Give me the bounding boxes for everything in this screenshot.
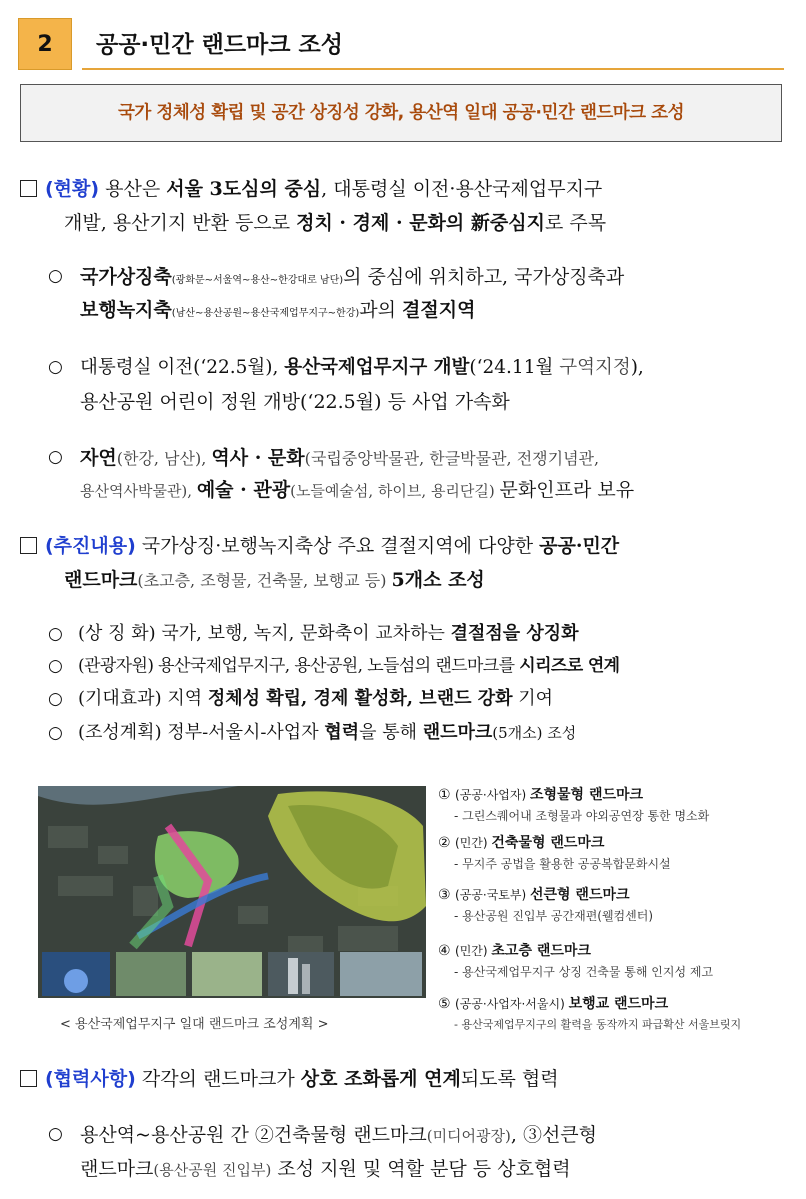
figure-caption: < 용산국제업무지구 일대 랜드마크 조성계획 >	[60, 1017, 329, 1032]
checkbox-square-icon	[20, 537, 37, 554]
coop-bullet-line-2: 랜드마크(용산공원 진입부) 조성 지원 및 역할 분담 등 상호협력	[80, 1158, 571, 1180]
plan-item-3: (기대효과) 지역 정체성 확립, 경제 활성화, 브랜드 강화 기여	[78, 688, 554, 709]
bullet-circle-icon: ○	[48, 723, 63, 743]
legend-item: ④ (민간) 초고층 랜드마크 - 용산국제업무지구 상징 건축물 통해 인지성 제고	[438, 943, 714, 979]
bullet-circle-icon: ○	[48, 689, 63, 709]
status-bullet-3-line-2: 용산역사박물관), 예술 · 관광(노들예술섬, 하이브, 용리단길) 문화인프라 보유	[80, 479, 635, 501]
section-header	[18, 18, 784, 74]
coop-tag: (협력사항)	[45, 1068, 136, 1090]
bullet-circle-icon: ○	[48, 266, 63, 286]
bullet-circle-icon: ○	[48, 357, 63, 377]
status-bullet-1-line-1: 국가상징축(광화문~서울역~용산~한강대로 남단)의 중심에 위치하고, 국가상징축과	[80, 266, 625, 288]
status-bullet-2-line-1: 대통령실 이전(‘22.5월), 용산국제업무지구 개발(‘24.11월 구역지정),	[80, 357, 644, 378]
legend-item: ① (공공·사업자) 조형물형 랜드마크 - 그린스퀘어내 조형물과 야외공연장 통한 명소화	[438, 787, 710, 823]
bullet-circle-icon: ○	[48, 1124, 63, 1144]
aerial-map-graphic	[38, 786, 426, 998]
summary-box	[20, 84, 782, 142]
summary-text: 국가 정체성 확립 및 공간 상징성 강화, 용산역 일대 공공·민간 랜드마크 조성	[118, 103, 684, 123]
checkbox-square-icon	[20, 180, 37, 197]
status-bullet-3-line-1: 자연(한강, 남산), 역사 · 문화(국립중앙박물관, 한글박물관, 전쟁기념관,	[80, 447, 600, 469]
status-bullet-1-line-2: 보행녹지축(남산~용산공원~용산국제업무지구~한강)과의 결절지역	[80, 299, 476, 321]
checkbox-square-icon	[20, 1070, 37, 1087]
plan-tag: (추진내용)	[45, 535, 136, 557]
legend-item: ③ (공공·국토부) 선큰형 랜드마크 - 용산공원 진입부 공간재편(웰컴센터)	[438, 887, 654, 923]
section-number: 2	[18, 18, 72, 70]
plan-item-2: (관광자원) 용산국제업무지구, 용산공원, 노들섬의 랜드마크를 시리즈로 연계	[78, 656, 620, 676]
coop-bullet-line-1: 용산역~용산공원 간 ②건축물형 랜드마크(미디어광장), ③선큰형	[80, 1124, 598, 1146]
status-line-1: (현황) 용산은 서울 3도심의 중심, 대통령실 이전·용산국제업무지구	[20, 176, 602, 202]
legend-item: ② (민간) 건축물형 랜드마크 - 무지주 공법을 활용한 공공복합문화시설	[438, 835, 671, 871]
bullet-circle-icon: ○	[48, 447, 63, 467]
bullet-circle-icon: ○	[48, 656, 63, 676]
section-title: 공공·민간 랜드마크 조성	[96, 32, 343, 58]
plan-line-1: (추진내용) 국가상징·보행녹지축상 주요 결절지역에 다양한 공공·민간	[20, 533, 619, 559]
landmark-site-photo	[38, 786, 426, 998]
plan-item-1: (상 징 화) 국가, 보행, 녹지, 문화축이 교차하는 결절점을 상징화	[78, 623, 579, 644]
status-line-2: 개발, 용산기지 반환 등으로 정치 · 경제 · 문화의 新중심지로 주목	[64, 212, 607, 234]
plan-item-4: (조성계획) 정부-서울시-사업자 협력을 통해 랜드마크(5개소) 조성	[78, 722, 577, 743]
coop-line-1: (협력사항) 각각의 랜드마크가 상호 조화롭게 연계되도록 협력	[20, 1066, 559, 1092]
section-rule	[82, 68, 784, 70]
status-bullet-2-line-2: 용산공원 어린이 정원 개방(‘22.5월) 등 사업 가속화	[80, 391, 510, 413]
status-tag: (현황)	[45, 178, 100, 200]
plan-line-2: 랜드마크(초고층, 조형물, 건축물, 보행교 등) 5개소 조성	[64, 569, 485, 591]
legend-item: ⑤ (공공·사업자·서울시) 보행교 랜드마크 - 용산국제업무지구의 활력을 동작까지 파급확산 서울브릿지	[438, 996, 742, 1031]
bullet-circle-icon: ○	[48, 624, 63, 644]
